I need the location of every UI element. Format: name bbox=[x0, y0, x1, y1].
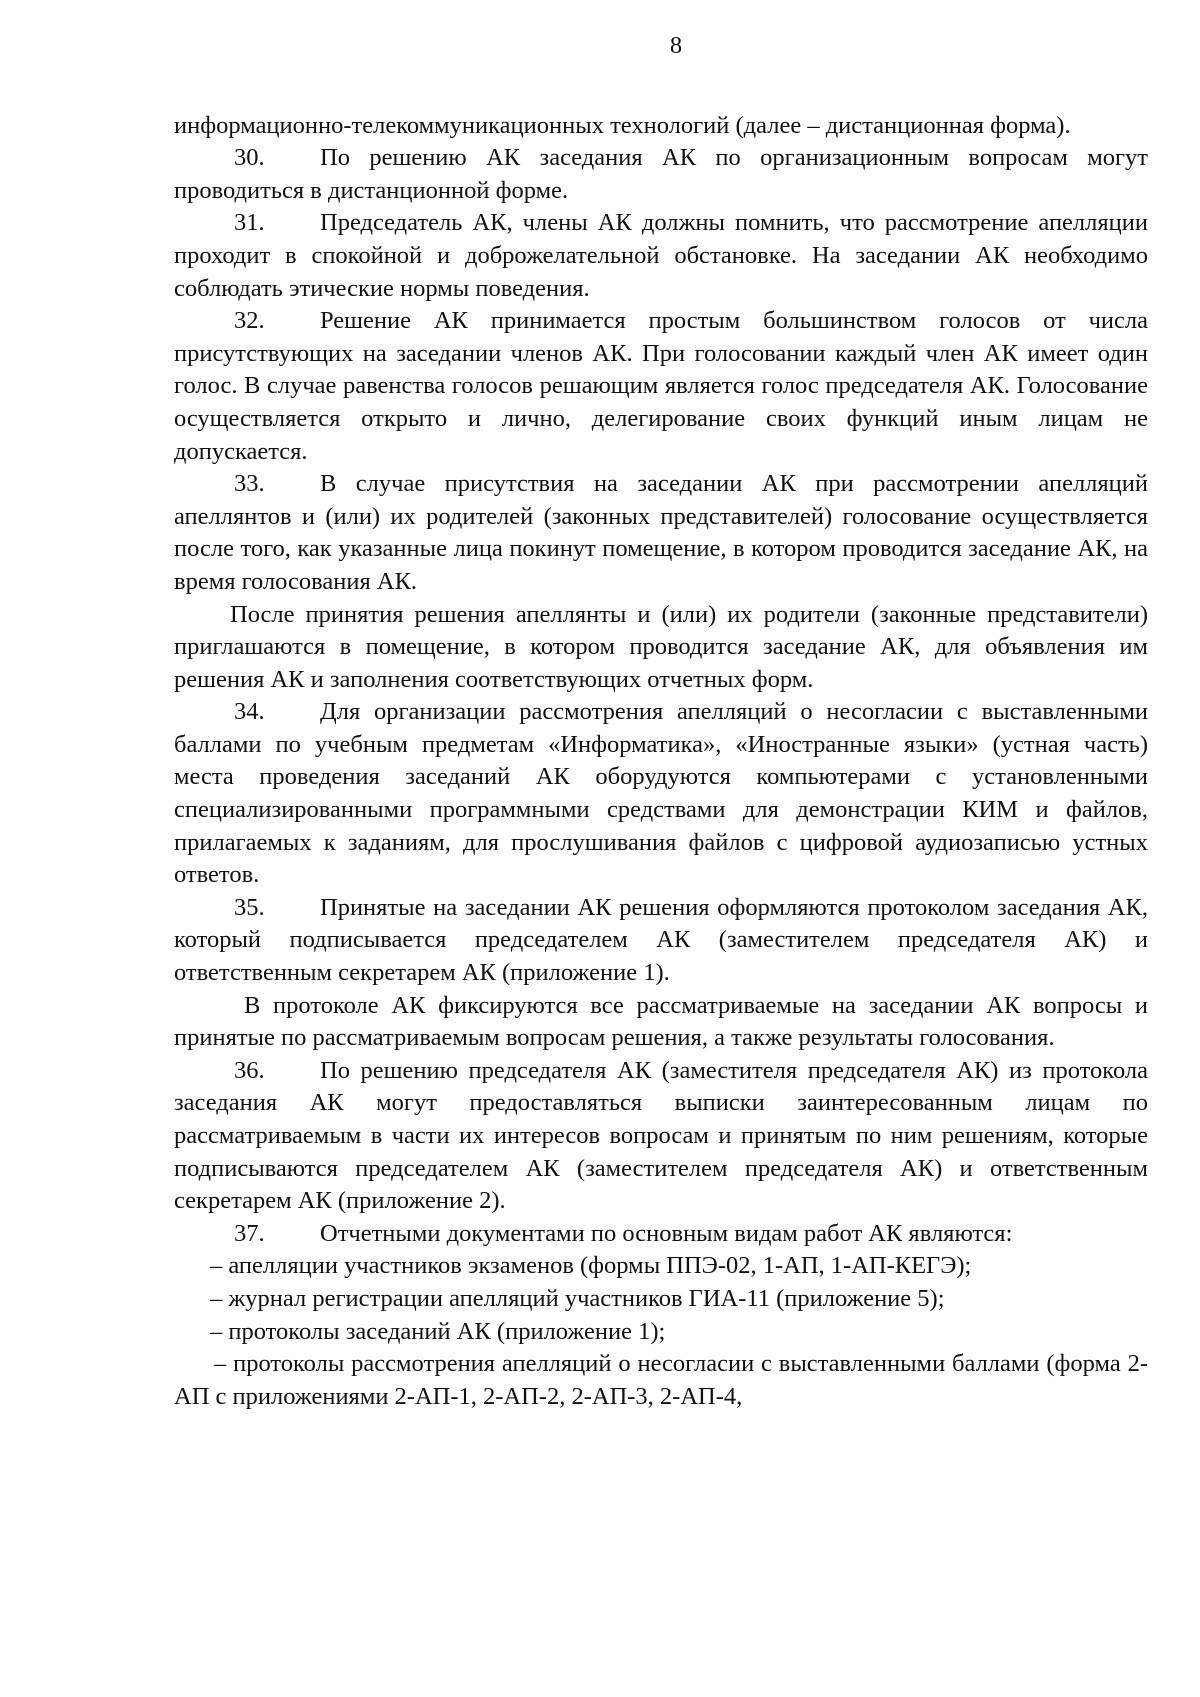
paragraph-number: 33. bbox=[234, 470, 265, 498]
page-number: 8 bbox=[669, 32, 683, 59]
paragraph-text: По решению председателя АК (заместителя председателя АК) из протокола заседания АК могут предоставляться выписки заинтересованным лицам по рассматриваемым в части их интересов вопросам и принятым по ним решениям, которые подписываются председателем АК (заместителем председателя АК) и ответственным секретарем АК (приложение 2). bbox=[174, 1056, 1148, 1215]
paragraph-text: Отчетными документами по основным видам работ АК являются: bbox=[320, 1219, 1013, 1247]
paragraph-number: 30. bbox=[234, 144, 265, 172]
list-item: – апелляции участников экзаменов (формы ППЭ-02, 1-АП, 1-АП-КЕГЭ); bbox=[210, 1252, 972, 1280]
paragraph-34 bbox=[174, 696, 1148, 892]
paragraph-number: 34. bbox=[234, 698, 265, 726]
paragraph-36 bbox=[174, 1055, 1148, 1218]
paragraph-number: 31. bbox=[234, 209, 265, 237]
paragraph-text: Председатель АК, члены АК должны помнить, что рассмотрение апелляции проходит в спокойной и доброжелательной обстановке. На заседании АК необходимо соблюдать этические нормы поведения. bbox=[174, 209, 1148, 302]
list-item: – журнал регистрации апелляций участников ГИА-11 (приложение 5); bbox=[210, 1284, 945, 1312]
paragraph-30 bbox=[174, 142, 1148, 207]
paragraph-text: В случае присутствия на заседании АК при рассмотрении апелляций апеллянтов и (или) их родителей (законных представителей) голосование осуществляется после того, как указанные лица покинут помещение, в котором проводится заседание АК, на время голосования АК. bbox=[174, 470, 1148, 595]
paragraph-text: Для организации рассмотрения апелляций о несогласии с выставленными баллами по учебным предметам «Информатика», «Иностранные языки» (устная часть) места проведения заседаний АК оборудуются компьютерами с установленными специализированными программными средствами для демонстрации КИМ и файлов, прилагаемых к заданиям, для прослушивания файлов с цифровой аудиозаписью устных ответов. bbox=[174, 698, 1148, 889]
paragraph-35 bbox=[174, 892, 1148, 990]
paragraph-text: По решению АК заседания АК по организационным вопросам могут проводиться в дистанционной форме. bbox=[174, 144, 1148, 204]
list-item: – протоколы заседаний АК (приложение 1); bbox=[210, 1317, 666, 1345]
paragraph-number: 36. bbox=[234, 1056, 265, 1084]
paragraph-continuation bbox=[174, 110, 1148, 143]
paragraph-number: 37. bbox=[234, 1219, 265, 1247]
paragraph-37 bbox=[174, 1218, 1148, 1251]
paragraph-number: 35. bbox=[234, 893, 265, 921]
paragraph-text: В протоколе АК фиксируются все рассматриваемые на заседании АК вопросы и принятые по рассматриваемым вопросам решения, а также результаты голосования. bbox=[174, 991, 1148, 1052]
paragraph-text: После принятия решения апеллянты и (или) их родители (законные представители) приглашаются в помещение, в котором проводится заседание АК, для объявления им решения АК и заполнения соответствующих отчетных форм. bbox=[174, 600, 1148, 693]
document-page bbox=[174, 30, 1148, 1413]
list-item: – протоколы рассмотрения апелляций о несогласии с выставленными баллами (форма 2-АП с приложениями 2-АП-1, 2-АП-2, 2-АП-3, 2-АП-4, bbox=[174, 1350, 1148, 1410]
paragraph-31 bbox=[174, 207, 1148, 305]
paragraph-text: Принятые на заседании АК решения оформляются протоколом заседания АК, который подписывается председателем АК (заместителем председателя АК) и ответственным секретарем АК (приложение 1). bbox=[174, 893, 1148, 987]
paragraph-33-continuation bbox=[174, 599, 1148, 697]
paragraph-35-continuation bbox=[174, 990, 1148, 1055]
paragraph-32 bbox=[174, 305, 1148, 468]
paragraph-number: 32. bbox=[234, 307, 265, 335]
paragraph-text: информационно-телекоммуникационных технологий (далее – дистанционная форма). bbox=[174, 111, 1071, 139]
paragraph-33 bbox=[174, 468, 1148, 598]
paragraph-text: Решение АК принимается простым большинством голосов от числа присутствующих на заседании членов АК. При голосовании каждый член АК имеет один голос. В случае равенства голосов решающим является голос председателя АК. Голосование осуществляется открыто и лично, делегирование своих функций иным лицам не допускается. bbox=[174, 307, 1148, 465]
